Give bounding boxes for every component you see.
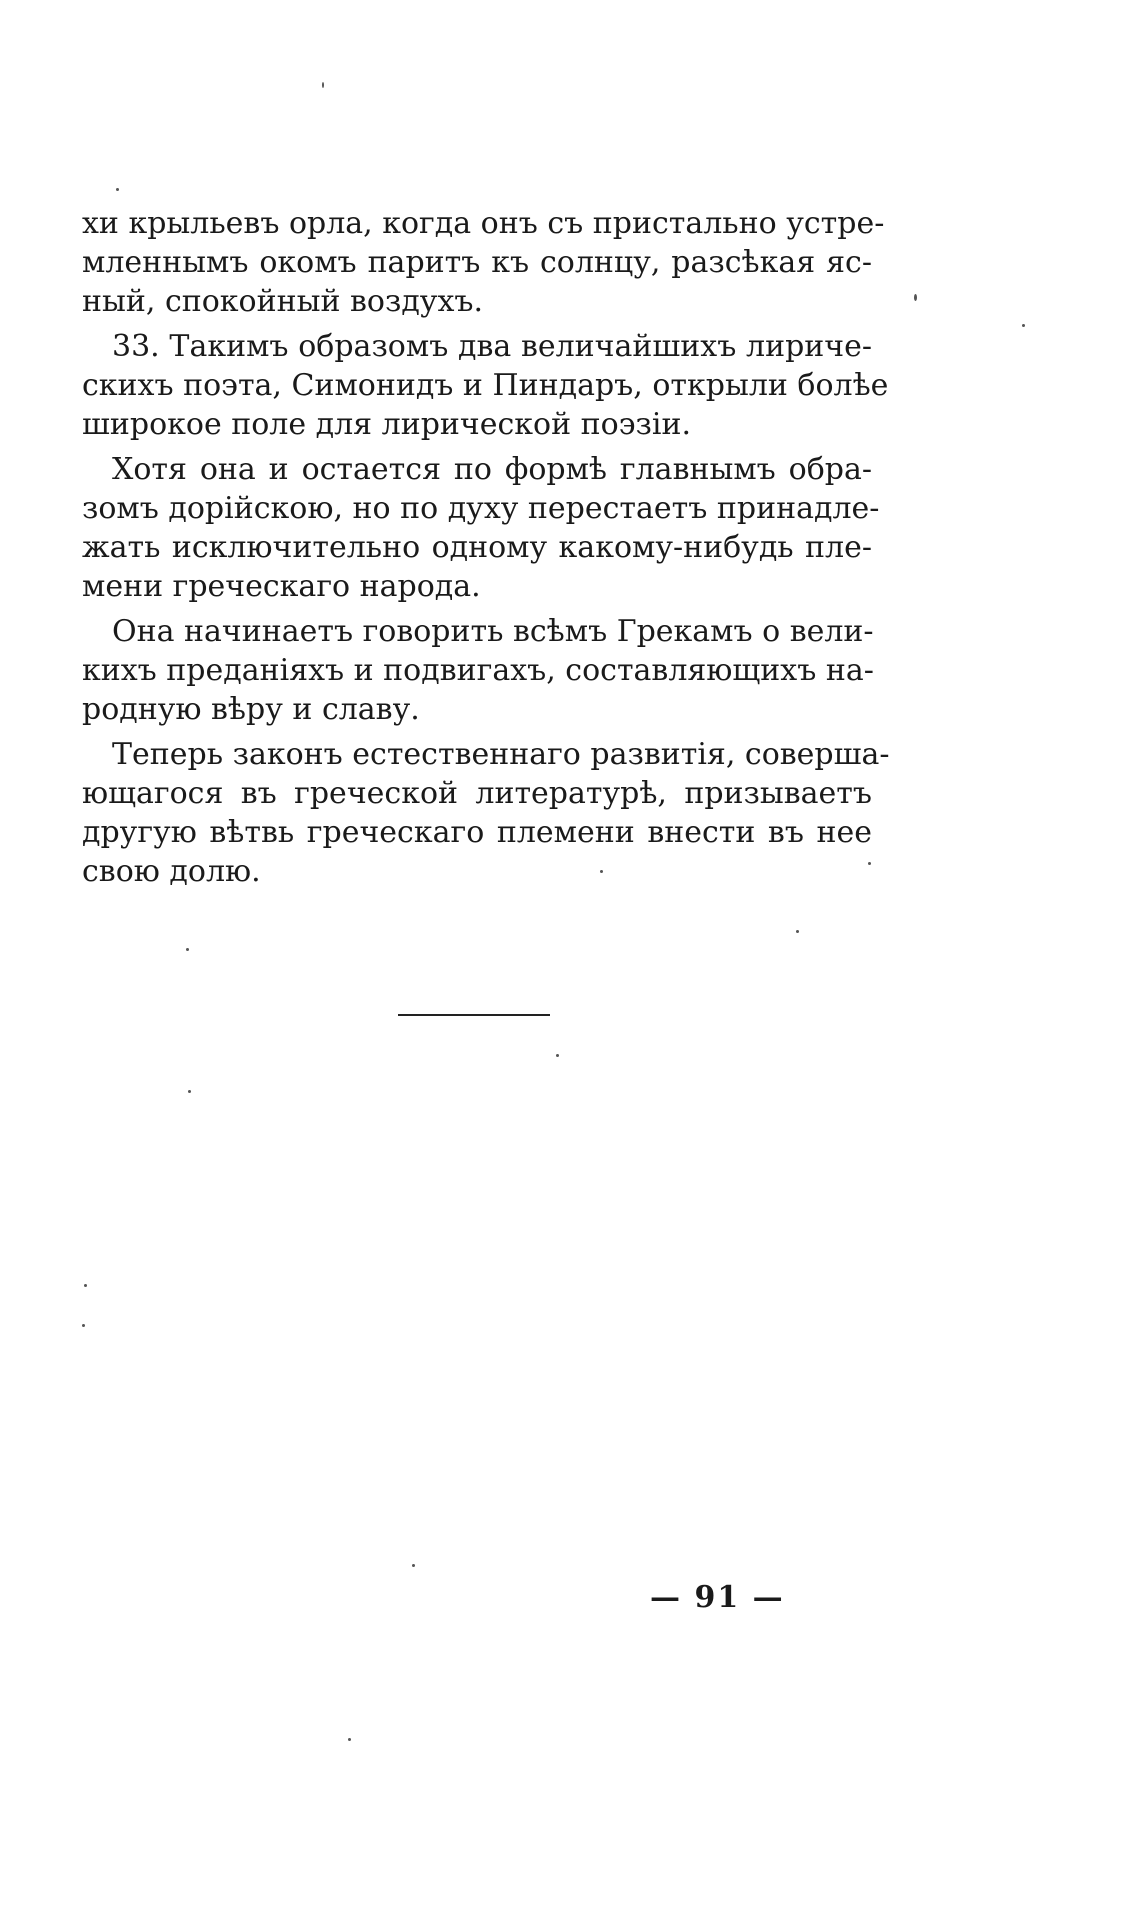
paragraph xyxy=(82,612,872,729)
text-line: мени греческаго народа. xyxy=(82,569,481,604)
scan-speck xyxy=(82,1324,85,1327)
scan-speck xyxy=(188,1090,191,1093)
paragraph xyxy=(82,327,889,444)
text-line: Хотя она и остается по формѣ главнымъ обра- xyxy=(112,452,872,487)
text-line: хи крыльевъ орла, когда онъ съ пристально устре- xyxy=(82,206,885,241)
scan-speck xyxy=(116,188,119,191)
text-line: другую вѣтвь греческаго племени внести въ нее xyxy=(82,815,872,850)
text-line: ный, спокойный воздухъ. xyxy=(82,284,483,319)
text-line: 33. Такимъ образомъ два величайшихъ лириче- xyxy=(112,329,872,364)
section-divider xyxy=(398,1014,550,1016)
text-line: скихъ поэта, Симонидъ и Пиндаръ, открыли болѣе xyxy=(82,368,889,403)
text-line: кихъ преданіяхъ и подвигахъ, составляющихъ на- xyxy=(82,653,874,688)
scan-speck xyxy=(412,1564,415,1567)
scan-speck xyxy=(556,1054,559,1057)
scan-speck xyxy=(600,870,603,873)
text-line: Она начинаетъ говорить всѣмъ Грекамъ о вели- xyxy=(112,614,874,649)
text-line: свою долю. xyxy=(82,854,261,889)
paragraph xyxy=(82,735,890,891)
text-line: ющагося въ греческой литературѣ, призываетъ xyxy=(82,776,872,811)
text-line: мленнымъ окомъ паритъ къ солнцу, разсѣкая яс- xyxy=(82,245,872,280)
scan-speck xyxy=(914,294,917,301)
scan-speck xyxy=(186,948,189,951)
scan-speck xyxy=(348,1738,351,1741)
scan-speck xyxy=(84,1284,87,1287)
scan-speck xyxy=(796,930,799,933)
text-line: жать исключительно одному какому-нибудь пле- xyxy=(82,530,872,565)
text-line: зомъ дорійскою, но по духу перестаетъ принадле- xyxy=(82,491,880,526)
text-line: широкое поле для лирической поэзіи. xyxy=(82,407,691,442)
paragraph xyxy=(82,204,885,321)
body-text xyxy=(82,204,890,891)
scan-speck xyxy=(1022,324,1025,327)
page-number: — 91 — xyxy=(650,1580,785,1615)
paragraph xyxy=(82,450,880,606)
text-line: родную вѣру и славу. xyxy=(82,692,420,727)
text-line: Теперь законъ естественнаго развитія, соверша- xyxy=(112,737,890,772)
scan-speck xyxy=(322,82,324,88)
scan-speck xyxy=(868,862,871,865)
